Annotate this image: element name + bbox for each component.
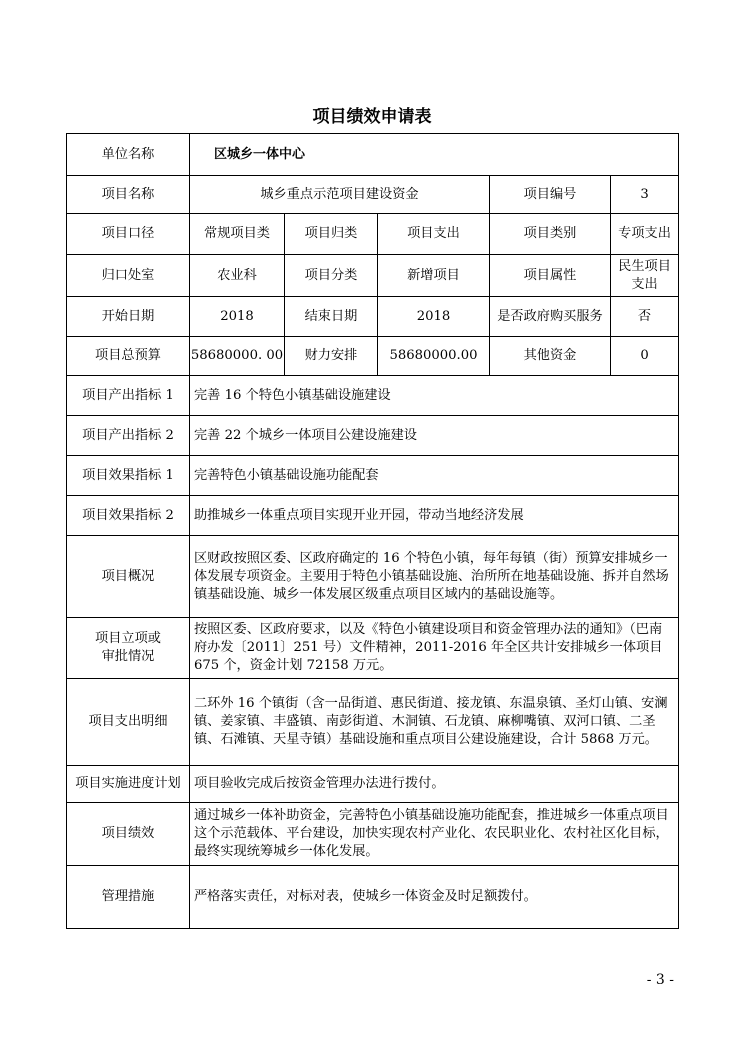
expense-label: 项目支出明细	[67, 679, 190, 766]
dept-value: 农业科	[190, 255, 285, 297]
schedule-label: 项目实施进度计划	[67, 766, 190, 803]
row-output2	[67, 416, 679, 456]
row-effect1	[67, 456, 679, 496]
project-name-value: 城乡重点示范项目建设资金	[190, 176, 490, 214]
project-belong-label: 项目归类	[285, 214, 378, 255]
end-date-label: 结束日期	[285, 297, 378, 337]
project-class-label: 项目分类	[285, 255, 378, 297]
page-number: - 3 -	[646, 972, 674, 988]
effect1-label: 项目效果指标 1	[67, 456, 190, 496]
fiscal-value: 58680000.00	[378, 337, 490, 376]
overview-label: 项目概况	[67, 536, 190, 618]
unit-name-label: 单位名称	[67, 134, 190, 176]
other-funds-label: 其他资金	[490, 337, 611, 376]
row-dept	[67, 255, 679, 297]
start-date-label: 开始日期	[67, 297, 190, 337]
start-date-value: 2018	[190, 297, 285, 337]
row-effect2	[67, 496, 679, 536]
management-label: 管理措施	[67, 866, 190, 929]
row-project-scope	[67, 214, 679, 255]
gov-purchase-value: 否	[611, 297, 679, 337]
row-budget	[67, 337, 679, 376]
project-class-value: 新增项目	[378, 255, 490, 297]
output1-value: 完善 16 个特色小镇基础设施建设	[190, 376, 679, 416]
effect2-label: 项目效果指标 2	[67, 496, 190, 536]
project-scope-value: 常规项目类	[190, 214, 285, 255]
row-schedule	[67, 766, 679, 803]
row-management	[67, 866, 679, 929]
approval-label: 项目立项或审批情况	[67, 618, 190, 679]
dept-label: 归口处室	[67, 255, 190, 297]
project-category-value: 专项支出	[611, 214, 679, 255]
page-title: 项目绩效申请表	[312, 107, 432, 127]
other-funds-value: 0	[611, 337, 679, 376]
project-name-label: 项目名称	[67, 176, 190, 214]
gov-purchase-label: 是否政府购买服务	[490, 297, 611, 337]
row-dates	[67, 297, 679, 337]
row-output1	[67, 376, 679, 416]
row-approval	[67, 618, 679, 679]
row-expense	[67, 679, 679, 766]
performance-value: 通过城乡一体补助资金，完善特色小镇基础设施功能配套，推进城乡一体重点项目这个示范载体、平台建设，加快实现农村产业化、农民职业化、农村社区化目标，最终实现统筹城乡一体化发展。	[190, 803, 679, 866]
total-budget-label: 项目总预算	[67, 337, 190, 376]
row-performance	[67, 803, 679, 866]
fiscal-label: 财力安排	[285, 337, 378, 376]
row-unit-name	[67, 134, 679, 176]
row-project-name	[67, 176, 679, 214]
project-no-value: 3	[611, 176, 679, 214]
output1-label: 项目产出指标 1	[67, 376, 190, 416]
effect1-value: 完善特色小镇基础设施功能配套	[190, 456, 679, 496]
effect2-value: 助推城乡一体重点项目实现开业开园，带动当地经济发展	[190, 496, 679, 536]
unit-name-value: 区城乡一体中心	[190, 134, 679, 176]
row-overview	[67, 536, 679, 618]
project-attr-value: 民生项目支出	[611, 255, 679, 297]
end-date-value: 2018	[378, 297, 490, 337]
performance-application-table	[66, 133, 679, 929]
overview-value: 区财政按照区委、区政府确定的 16 个特色小镇，每年每镇（街）预算安排城乡一体发展专项资金。主要用于特色小镇基础设施、治所所在地基础设施、拆并自然场镇基础设施、城乡一体发展区级重点项目区域内的基础设施等。	[190, 536, 679, 618]
output2-label: 项目产出指标 2	[67, 416, 190, 456]
project-category-label: 项目类别	[490, 214, 611, 255]
output2-value: 完善 22 个城乡一体项目公建设施建设	[190, 416, 679, 456]
project-belong-value: 项目支出	[378, 214, 490, 255]
project-no-label: 项目编号	[490, 176, 611, 214]
approval-value: 按照区委、区政府要求，以及《特色小镇建设项目和资金管理办法的通知》（巴南府办发〔2011〕251 号）文件精神，2011-2016 年全区共计安排城乡一体项目 675 个，资金计划 72158 万元。	[190, 618, 679, 679]
performance-label: 项目绩效	[67, 803, 190, 866]
management-value: 严格落实责任，对标对表，使城乡一体资金及时足额拨付。	[190, 866, 679, 929]
schedule-value: 项目验收完成后按资金管理办法进行拨付。	[190, 766, 679, 803]
expense-value: 二环外 16 个镇街（含一品街道、惠民街道、接龙镇、东温泉镇、圣灯山镇、安澜镇、姜家镇、丰盛镇、南彭街道、木洞镇、石龙镇、麻柳嘴镇、双河口镇、二圣镇、石滩镇、天星寺镇）基础设施和重点项目公建设施建设，合计 5868 万元。	[190, 679, 679, 766]
total-budget-value: 58680000. 00	[190, 337, 285, 376]
project-attr-label: 项目属性	[490, 255, 611, 297]
project-scope-label: 项目口径	[67, 214, 190, 255]
